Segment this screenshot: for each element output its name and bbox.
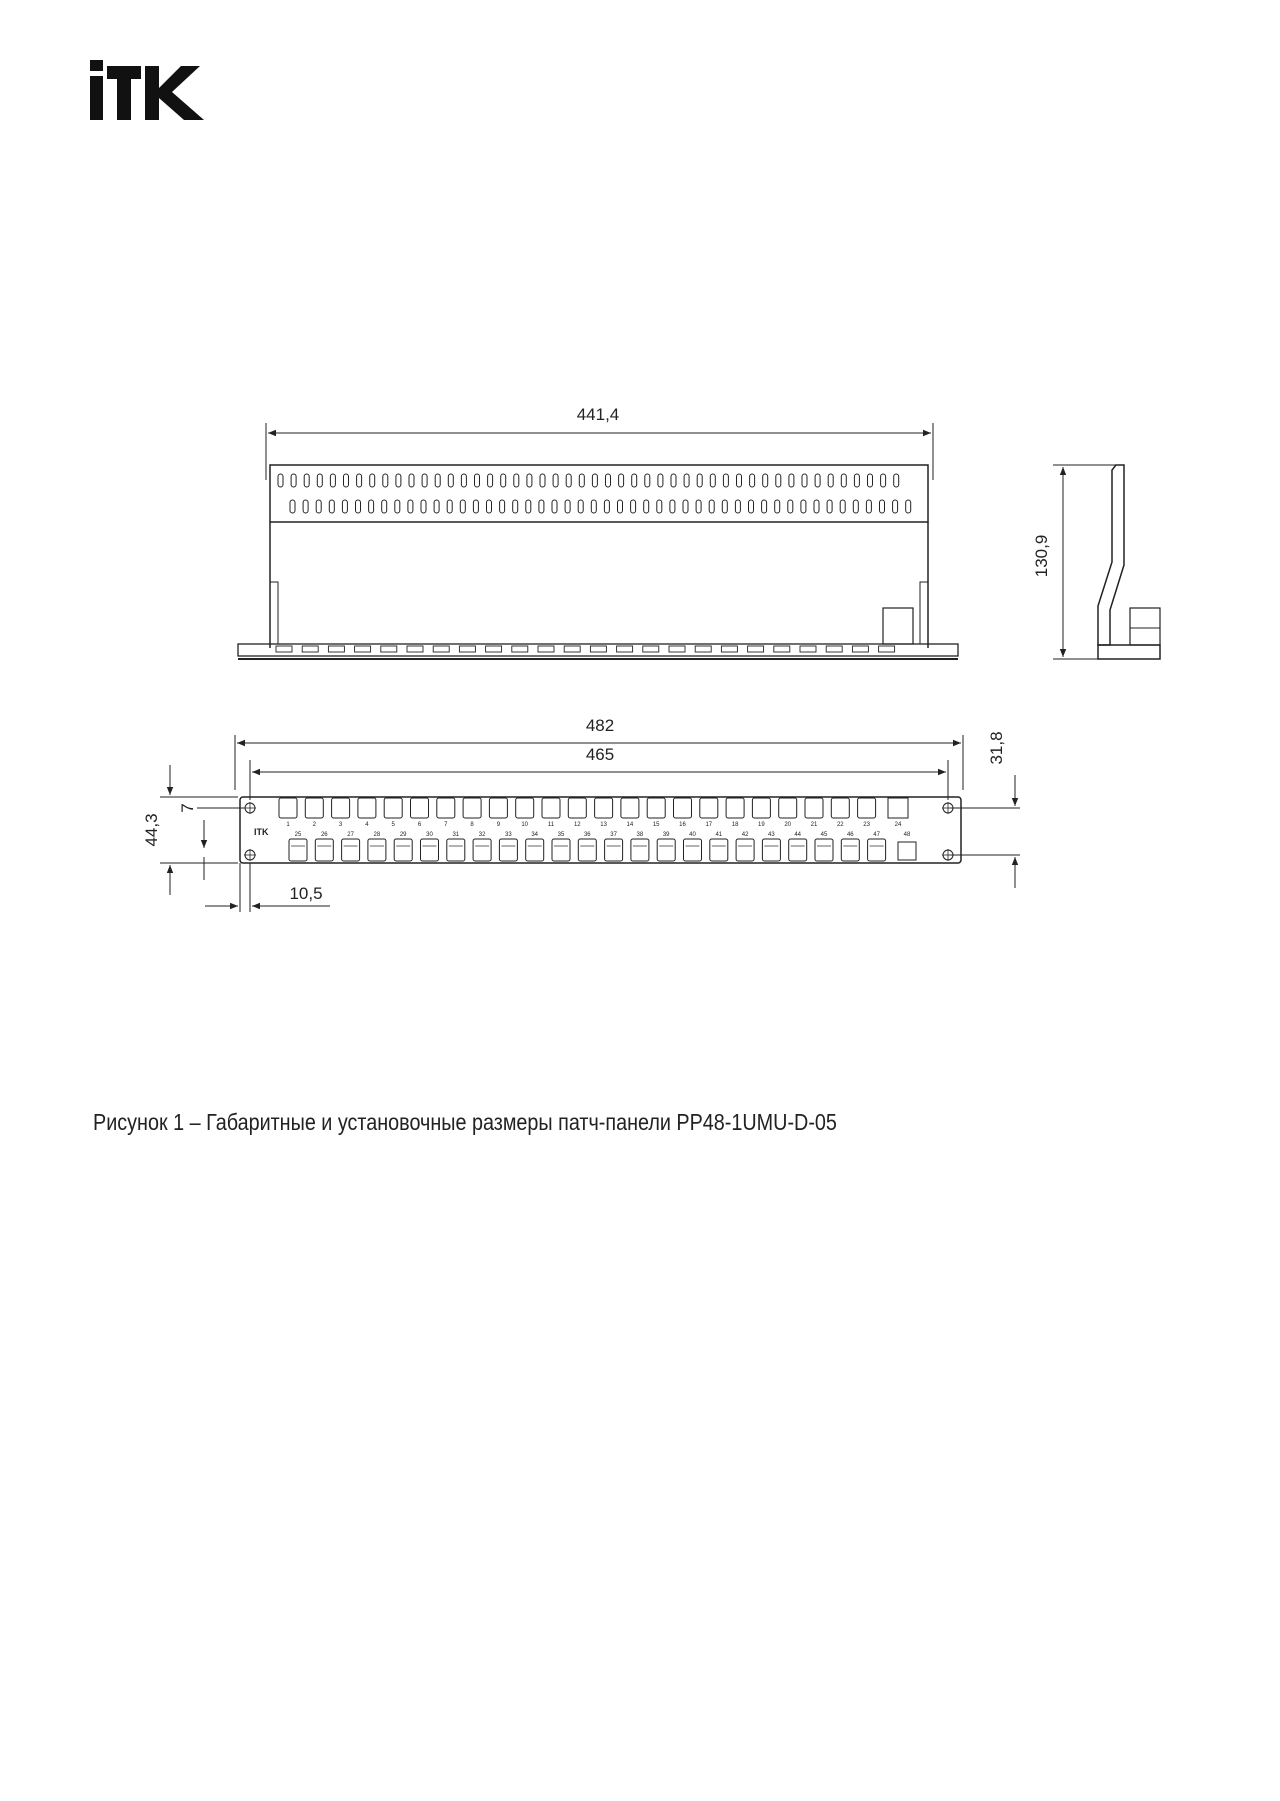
vent-slot — [789, 474, 794, 487]
port-number: 18 — [731, 822, 739, 828]
port-number: 6 — [417, 822, 422, 828]
vent-slot — [344, 474, 349, 487]
rail-port — [669, 646, 685, 652]
rail-port — [381, 646, 397, 652]
port-number: 17 — [705, 822, 713, 828]
vent-slot — [539, 500, 544, 513]
rj45-port — [779, 798, 797, 818]
rail-port — [328, 646, 344, 652]
rail-port — [564, 646, 580, 652]
vent-slot — [565, 500, 570, 513]
rj45-port — [342, 839, 360, 861]
vent-slot — [619, 474, 624, 487]
port-number: 31 — [452, 832, 460, 838]
vent-slot — [382, 500, 387, 513]
vent-slot — [409, 474, 414, 487]
rail-port — [879, 646, 895, 652]
vent-slot — [671, 474, 676, 487]
vent-slot — [827, 500, 832, 513]
vent-slot — [290, 500, 295, 513]
port-number: 32 — [478, 832, 486, 838]
vent-slot — [645, 474, 650, 487]
vent-slot — [710, 474, 715, 487]
vent-slot — [894, 474, 899, 487]
port-number: 30 — [426, 832, 433, 838]
port-number: 34 — [531, 832, 539, 838]
vent-slot — [735, 500, 740, 513]
port-number: 7 — [444, 822, 448, 828]
vent-slot — [566, 474, 571, 487]
port-number: 28 — [373, 832, 381, 838]
port-number: 38 — [636, 832, 644, 838]
vent-slot — [316, 500, 321, 513]
vent-slot — [526, 500, 531, 513]
port-number: 23 — [863, 822, 870, 828]
vent-slot — [868, 474, 873, 487]
rj45-port — [437, 798, 455, 818]
port-grid — [279, 798, 911, 861]
vent-slots — [278, 474, 911, 513]
rj45-port — [384, 798, 402, 818]
rj45-port — [368, 839, 386, 861]
panel-brand: ITK — [254, 827, 269, 837]
rail-port — [459, 646, 475, 652]
port-number: 8 — [470, 822, 474, 828]
rj45-port — [421, 839, 439, 861]
vent-slot — [749, 500, 754, 513]
port-number: 46 — [846, 832, 854, 838]
vent-slot — [395, 500, 400, 513]
vent-slot — [723, 474, 728, 487]
rj45-port — [542, 798, 560, 818]
port-number: 13 — [600, 822, 607, 828]
port-number: 35 — [557, 832, 565, 838]
rj45-port — [868, 839, 886, 861]
rj45-port — [858, 798, 876, 818]
port-number: 12 — [573, 822, 581, 828]
rj45-port — [552, 839, 570, 861]
rail-port — [486, 646, 502, 652]
rj45-port — [815, 839, 833, 861]
vent-slot — [487, 500, 492, 513]
vent-slot — [776, 474, 781, 487]
rail-port — [538, 646, 554, 652]
port-number: 29 — [399, 832, 407, 838]
vent-slot — [578, 500, 583, 513]
rail-port — [800, 646, 816, 652]
port-number: 11 — [547, 822, 555, 828]
port-number: 41 — [715, 832, 723, 838]
rj45-port — [605, 839, 623, 861]
rail-port — [302, 646, 318, 652]
port-number: 5 — [391, 822, 395, 828]
rj45-port — [394, 839, 412, 861]
rj45-port — [568, 798, 586, 818]
rj45-port — [647, 798, 665, 818]
vent-slot — [342, 500, 347, 513]
vent-slot — [278, 474, 283, 487]
rj45-port — [411, 798, 429, 818]
rj45-port — [463, 798, 481, 818]
vent-slot — [709, 500, 714, 513]
vent-slot — [750, 474, 755, 487]
vent-slot — [658, 474, 663, 487]
top-view — [238, 405, 958, 659]
port-number: 36 — [583, 832, 591, 838]
vent-slot — [304, 474, 309, 487]
vent-slot — [684, 474, 689, 487]
vent-slot — [631, 500, 636, 513]
vent-slot — [815, 474, 820, 487]
rj45-port — [684, 839, 702, 861]
port-number: 15 — [652, 822, 660, 828]
dim-offset-top: 7 — [178, 803, 197, 813]
vent-slot — [592, 474, 597, 487]
vent-slot — [802, 474, 807, 487]
vent-slot — [906, 500, 911, 513]
vent-slot — [801, 500, 806, 513]
rj45-port — [762, 839, 780, 861]
rail-port — [512, 646, 528, 652]
rj45-port — [710, 839, 728, 861]
port-number: 10 — [521, 822, 529, 828]
vent-slot — [488, 474, 493, 487]
vent-slot — [881, 474, 886, 487]
vent-slot — [880, 500, 885, 513]
rj45-port — [473, 839, 491, 861]
rj45-port — [578, 839, 596, 861]
rail-port — [721, 646, 737, 652]
rj45-port — [831, 798, 849, 818]
rj45-port — [752, 798, 770, 818]
side-view — [1032, 465, 1160, 659]
vent-slot — [552, 500, 557, 513]
vent-slot — [644, 500, 649, 513]
vent-slot — [788, 500, 793, 513]
vent-slot — [422, 474, 427, 487]
vent-slot — [460, 500, 465, 513]
rj45-port — [631, 839, 649, 861]
figure-caption: Рисунок 1 – Габаритные и установочные размеры патч-панели PP48-1UMU-D-05 — [93, 1109, 837, 1135]
port-number: 26 — [320, 832, 328, 838]
vent-slot — [854, 474, 859, 487]
rail-port — [276, 646, 292, 652]
vent-slot — [632, 474, 637, 487]
vent-slot — [683, 500, 688, 513]
rail-port — [617, 646, 633, 652]
port-number: 33 — [505, 832, 512, 838]
vent-slot — [606, 474, 611, 487]
rj45-port — [736, 839, 754, 861]
vent-slot — [500, 500, 505, 513]
vent-slot — [527, 474, 532, 487]
port-number: 3 — [338, 822, 343, 828]
vent-slot — [291, 474, 296, 487]
vent-slot — [893, 500, 898, 513]
port-number: 14 — [626, 822, 634, 828]
rj45-port — [447, 839, 465, 861]
vent-slot — [473, 500, 478, 513]
port-number: 27 — [347, 832, 354, 838]
vent-slot — [853, 500, 858, 513]
vent-slot — [762, 500, 767, 513]
rj45-port — [595, 798, 613, 818]
port-number: 47 — [873, 832, 880, 838]
rail-port — [643, 646, 659, 652]
port-number: 20 — [784, 822, 792, 828]
rj45-port — [789, 839, 807, 861]
rj45-port — [289, 839, 307, 861]
vent-slot — [330, 474, 335, 487]
rail-port — [695, 646, 711, 652]
rail-port — [433, 646, 449, 652]
rj45-port — [700, 798, 718, 818]
vent-slot — [513, 500, 518, 513]
rj45-port — [305, 798, 323, 818]
rj45-port — [621, 798, 639, 818]
vent-slot — [604, 500, 609, 513]
vent-slot — [737, 474, 742, 487]
rj45-port — [516, 798, 534, 818]
dim-mount-width: 465 — [585, 745, 615, 764]
vent-slot — [434, 500, 439, 513]
front-view — [142, 716, 1020, 912]
rail-port — [748, 646, 764, 652]
vent-slot — [408, 500, 413, 513]
vent-slot — [540, 474, 545, 487]
port-number: 45 — [820, 832, 828, 838]
vent-slot — [591, 500, 596, 513]
port-number: 43 — [768, 832, 775, 838]
vent-slot — [722, 500, 727, 513]
port-number: 42 — [741, 832, 749, 838]
port-number: 9 — [496, 822, 501, 828]
port-number: 2 — [312, 822, 316, 828]
vent-slot — [618, 500, 623, 513]
rj45-port — [332, 798, 350, 818]
port-number: 25 — [294, 832, 302, 838]
rj45-port — [726, 798, 744, 818]
rail-port — [774, 646, 790, 652]
dim-side-height: 130,9 — [1032, 534, 1051, 578]
vent-slot — [329, 500, 334, 513]
vent-slot — [514, 474, 519, 487]
rail-port — [590, 646, 606, 652]
rj45-port — [499, 839, 517, 861]
rail-port — [852, 646, 868, 652]
port-number: 16 — [679, 822, 686, 828]
vent-slot — [396, 474, 401, 487]
vent-slot — [553, 474, 558, 487]
rj45-port — [315, 839, 333, 861]
port-number: 40 — [689, 832, 696, 838]
dim-mount-height: 31,8 — [987, 731, 1006, 765]
vent-slot — [763, 474, 768, 487]
rail-port — [355, 646, 371, 652]
vent-slot — [383, 474, 388, 487]
vent-slot — [696, 500, 701, 513]
dim-panel-height: 44,3 — [142, 813, 161, 847]
vent-slot — [697, 474, 702, 487]
vent-slot — [357, 474, 362, 487]
vent-slot — [370, 474, 375, 487]
port-number: 48 — [903, 832, 911, 838]
vent-slot — [447, 500, 452, 513]
rj45-port — [674, 798, 692, 818]
vent-slot — [814, 500, 819, 513]
vent-slot — [356, 500, 361, 513]
vent-slot — [435, 474, 440, 487]
vent-slot — [369, 500, 374, 513]
port-number: 37 — [610, 832, 617, 838]
rj45-port — [358, 798, 376, 818]
rj45-port — [526, 839, 544, 861]
vent-slot — [501, 474, 506, 487]
rail-port — [826, 646, 842, 652]
port-number: 21 — [810, 822, 818, 828]
dim-offset-side: 10,5 — [289, 884, 323, 903]
port-number: 39 — [662, 832, 670, 838]
vent-slot — [670, 500, 675, 513]
dim-panel-width: 482 — [585, 716, 615, 735]
vent-slot — [657, 500, 662, 513]
rj45-port — [489, 798, 507, 818]
rj45-port — [279, 798, 297, 818]
port-number: 19 — [758, 822, 765, 828]
rj45-port — [805, 798, 823, 818]
rj45-port — [841, 839, 859, 861]
rail-ports — [276, 646, 895, 652]
vent-slot — [475, 474, 480, 487]
vent-slot — [840, 500, 845, 513]
vent-slot — [461, 474, 466, 487]
vent-slot — [866, 500, 871, 513]
vent-slot — [303, 500, 308, 513]
vent-slot — [448, 474, 453, 487]
vent-slot — [317, 474, 322, 487]
vent-slot — [579, 474, 584, 487]
vent-slot — [828, 474, 833, 487]
rj45-port — [657, 839, 675, 861]
rail-port — [407, 646, 423, 652]
port-number: 24 — [894, 822, 902, 828]
port-number: 4 — [365, 822, 369, 828]
port-number: 22 — [836, 822, 844, 828]
vent-slot — [841, 474, 846, 487]
dim-top-width: 441,4 — [576, 405, 620, 424]
port-number: 1 — [286, 822, 290, 828]
port-number: 44 — [794, 832, 802, 838]
vent-slot — [421, 500, 426, 513]
vent-slot — [775, 500, 780, 513]
